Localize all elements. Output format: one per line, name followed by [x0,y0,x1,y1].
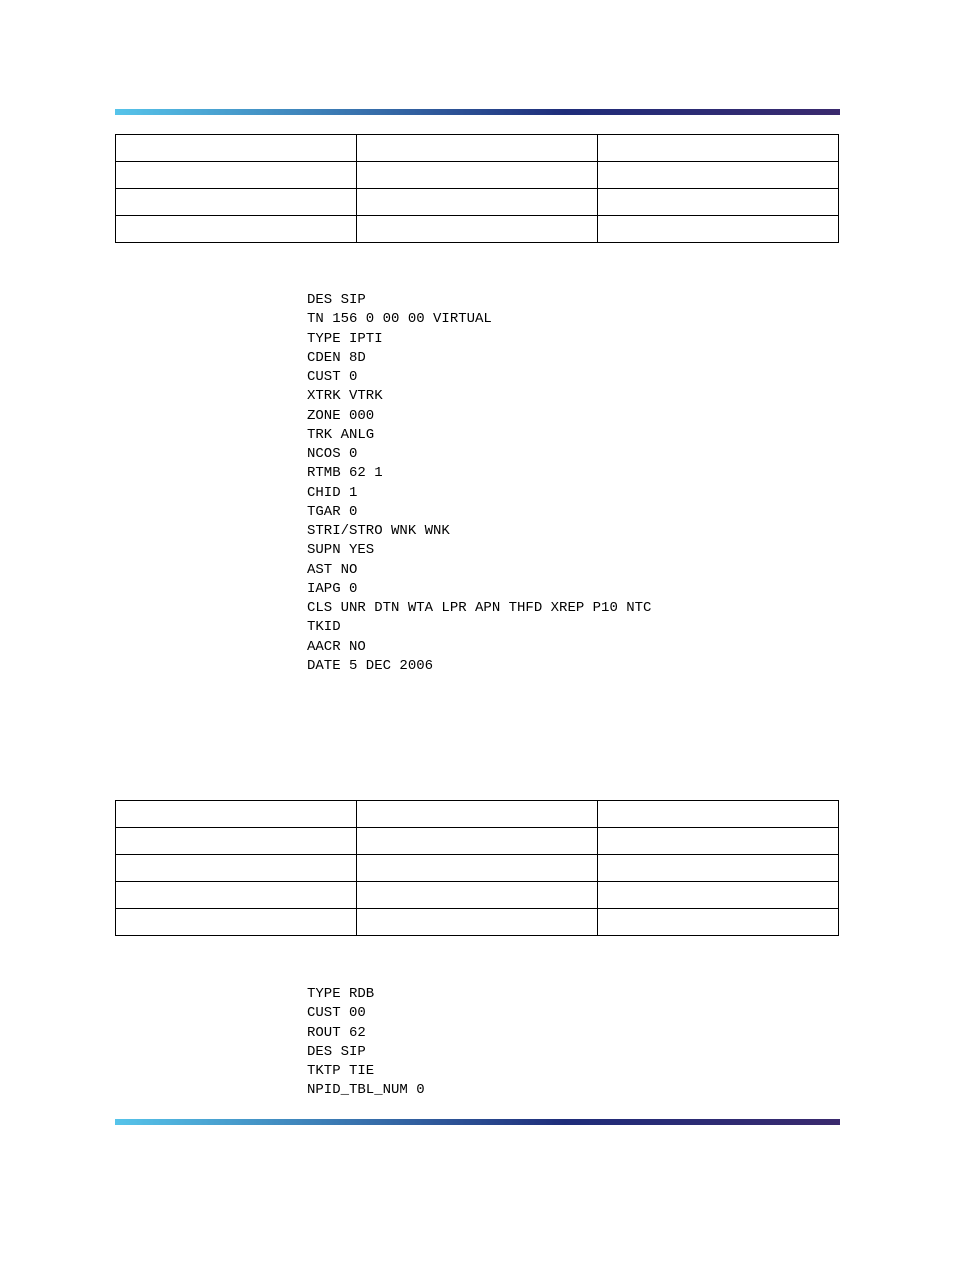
table-cell [116,135,357,162]
table-row [116,909,839,936]
table-cell [357,162,598,189]
code-line: DES SIP [307,292,366,308]
table-cell [357,855,598,882]
code-line: AACR NO [307,638,366,655]
code-block-2 [307,985,425,1101]
code-block-1 [307,291,651,676]
code-line: TKID [307,619,341,636]
table-cell [598,909,839,936]
table-1-body [116,135,839,243]
table-cell [598,189,839,216]
table-cell [598,882,839,909]
code-line: STRI/STRO WNK WNK [307,523,450,539]
table-cell [116,855,357,882]
table-cell [357,882,598,909]
code-line: NPID_TBL_NUM 0 [307,1082,425,1099]
table-cell [116,882,357,909]
code-line: IAPG 0 [307,580,358,597]
table-cell [116,909,357,936]
code-line: TYPE RDB [307,986,375,1002]
table-cell [357,828,598,855]
table-cell [116,828,357,855]
code-line: RTMB 62 1 [307,465,383,482]
code-line: CDEN 8D [307,349,366,366]
table-cell [357,216,598,243]
code-line: TRK ANLG [307,426,375,443]
table-cell [357,909,598,936]
table-cell [116,801,357,828]
table-1 [115,134,839,243]
table-cell [357,801,598,828]
code-line: DES SIP [307,1043,366,1060]
code-line: SUPN YES [307,542,375,559]
table-cell [598,162,839,189]
table-row [116,216,839,243]
footer-rule-bar [115,1119,840,1125]
code-line: CUST 0 [307,369,358,385]
code-line: TYPE IPTI [307,330,383,347]
code-line: TGAR 0 [307,503,358,520]
table-cell [598,135,839,162]
code-line: DATE 5 DEC 2006 [307,657,434,674]
code-line: CUST 00 [307,1005,366,1022]
code-line: TKTP TIE [307,1063,375,1079]
table-row [116,189,839,216]
table-cell [357,135,598,162]
code-line: CHID 1 [307,484,358,501]
table-row [116,855,839,882]
table-cell [598,855,839,882]
table-cell [116,216,357,243]
code-line: TN 156 0 00 00 VIRTUAL [307,311,492,328]
table-cell [116,189,357,216]
code-line: ZONE 000 [307,407,375,424]
code-line: XTRK VTRK [307,388,383,405]
table-cell [598,828,839,855]
table-cell [598,801,839,828]
table-cell [116,162,357,189]
table-2 [115,800,839,936]
table-row [116,828,839,855]
table-row [116,162,839,189]
table-row [116,135,839,162]
code-line: AST NO [307,561,358,578]
table-cell [598,216,839,243]
table-row [116,801,839,828]
header-rule-bar [115,109,840,115]
table-row [116,882,839,909]
table-cell [357,189,598,216]
code-line: CLS UNR DTN WTA LPR APN THFD XREP P10 NTC [307,600,652,616]
code-line: NCOS 0 [307,446,358,462]
table-2-body [116,801,839,936]
code-line: ROUT 62 [307,1024,366,1041]
